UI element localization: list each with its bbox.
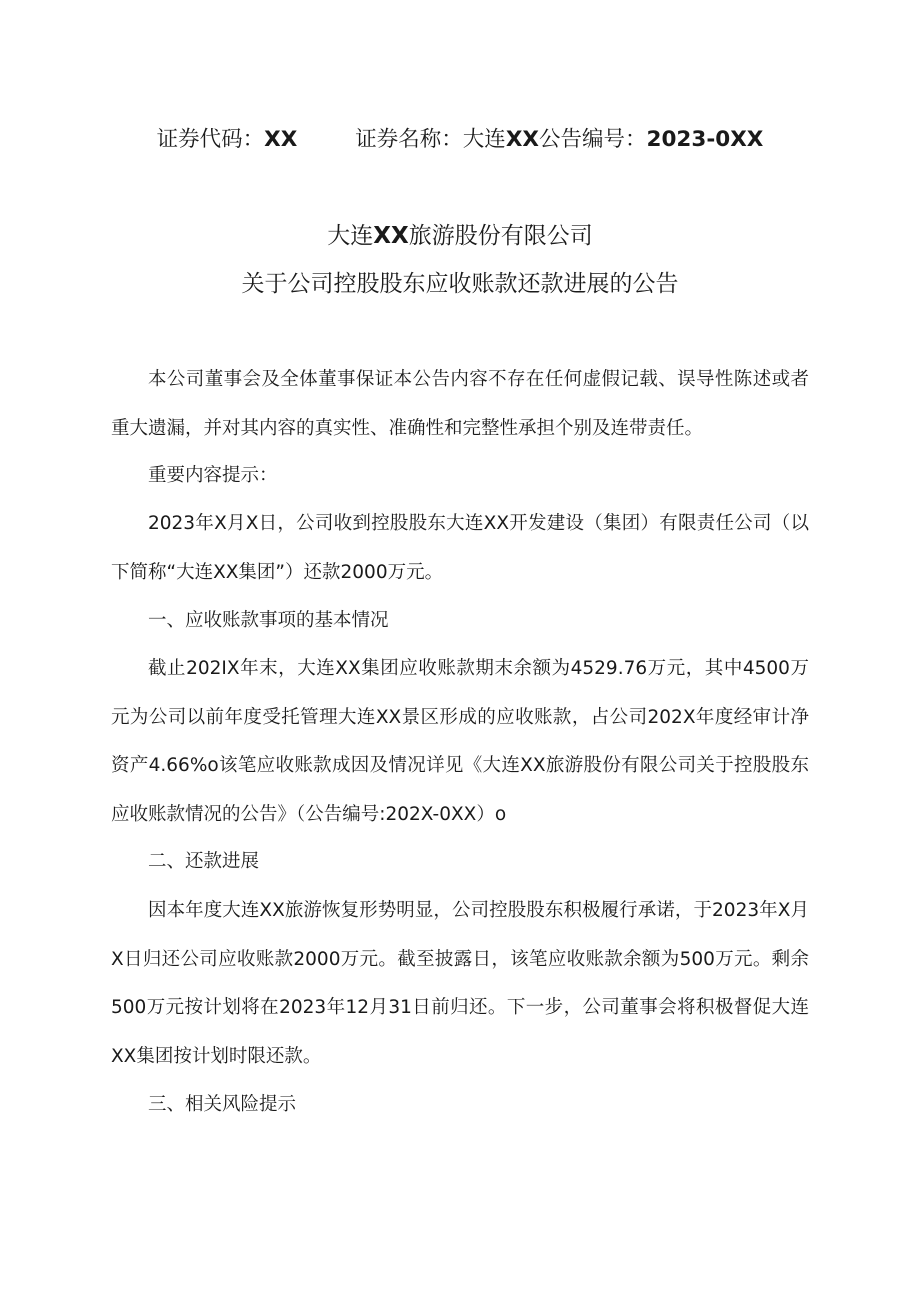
section1-heading: 一、应收账款事项的基本情况 — [148, 610, 389, 631]
stock-code-value: XX — [264, 127, 298, 152]
announcement-header — [0, 122, 920, 158]
section2-heading: 二、还款进展 — [148, 851, 260, 872]
stock-name-value: XX — [505, 127, 539, 152]
section3-heading: 三、相关风险提示 — [148, 1094, 297, 1115]
company-title-part1: 大连 — [327, 223, 374, 249]
key-tips-text: 2023年X月X日，公司收到控股股东大连XX开发建设（集团）有限责任公司（以下简称“大连XX集团”）还款2000万元。 — [111, 513, 809, 583]
stock-code-label: 证券代码： — [156, 127, 265, 152]
notice-number-value: 2023-0XX — [646, 127, 764, 152]
company-title-part2: XX — [373, 223, 409, 249]
board-statement: 本公司董事会及全体董事保证本公告内容不存在任何虚假记载、误导性陈述或者重大遗漏，并对其内容的真实性、准确性和完整性承担个别及连带责任。 — [111, 369, 809, 439]
company-title-part3: 旅游股份有限公司 — [408, 223, 593, 249]
stock-name-label: 证券名称：大连 — [355, 127, 506, 152]
company-title — [0, 219, 920, 253]
announcement-title: 关于公司控股股东应收账款还款进展的公告 — [241, 271, 679, 297]
key-tips-heading: 重要内容提示： — [148, 465, 278, 486]
section2-text: 因本年度大连XX旅游恢复形势明显，公司控股股东积极履行承诺，于2023年X月X日归还公司应收账款2000万元。截至披露日，该笔应收账款余额为500万元。剩余500万元按计划将在2023年12月31日前归还。下一步，公司董事会将积极督促大连XX集团按计划时限还款。 — [111, 900, 809, 1067]
section1-text: 截止202IX年末，大连XX集团应收账款期末余额为4529.76万元，其中4500万元为公司以前年度受托管理大连XX景区形成的应收账款，占公司202X年度经审计净资产4.66%o该笔应收账款成因及情况详见《大连XX旅游股份有限公司关于控股股东应收账款情况的公告》（公告编号:202X-0XX）o — [111, 658, 809, 825]
notice-number-label: 公告编号： — [538, 127, 647, 152]
